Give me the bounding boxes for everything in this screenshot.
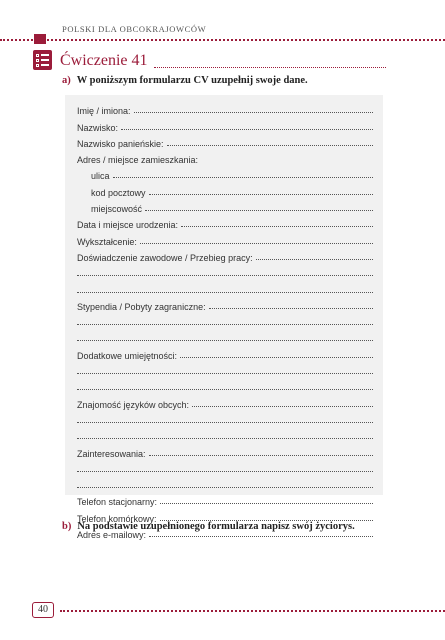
form-field-row [77, 116, 373, 132]
form-field-input-line[interactable] [180, 357, 373, 358]
form-field-label: Stypendia / Pobyty zagraniczne: [77, 301, 206, 312]
form-field-input-line[interactable] [134, 112, 373, 113]
form-field-input-line[interactable] [77, 487, 373, 488]
form-field-label: kod pocztowy [91, 187, 146, 198]
form-field-input-line[interactable] [77, 340, 373, 341]
form-field-label: ulica [91, 171, 110, 182]
form-field-row [77, 279, 373, 295]
form-field-row [77, 133, 373, 149]
form-field-label: Dodatkowe umiejętności: [77, 350, 178, 361]
form-field-row [77, 361, 373, 377]
form-field-row [77, 377, 373, 393]
form-field-label: Imię / imiona: [77, 106, 131, 117]
form-field-input-line[interactable] [77, 275, 373, 276]
form-field-label: Wykształcenie: [77, 236, 137, 247]
form-field-row [77, 426, 373, 442]
form-field-input-line[interactable] [113, 177, 373, 178]
form-field-label: Nazwisko panieńskie: [77, 138, 164, 149]
form-field-row [77, 475, 373, 491]
task-b-letter: b) [62, 521, 72, 532]
form-field-label: miejscowość [91, 204, 143, 215]
form-field-row [77, 198, 373, 214]
form-field-row [77, 312, 373, 328]
form-field-row [77, 393, 373, 409]
task-a [62, 75, 308, 86]
form-field-input-line[interactable] [77, 292, 373, 293]
exercise-title: Ćwiczenie 41 [60, 52, 148, 69]
task-a-letter: a) [62, 75, 71, 86]
task-b-text: Na podstawie uzupełnionego formularza napisz swój życiorys. [77, 521, 355, 532]
form-field-input-line[interactable] [145, 210, 373, 211]
form-field-row [77, 410, 373, 426]
form-field-input-line[interactable] [77, 438, 373, 439]
form-field-row [77, 296, 373, 312]
form-field-input-line[interactable] [149, 455, 373, 456]
form-field-label: Telefon stacjonarny: [77, 497, 158, 508]
checklist-icon [33, 50, 52, 70]
form-field-label: Nazwisko: [77, 122, 119, 133]
form-field-input-line[interactable] [209, 308, 373, 309]
form-field-row [77, 491, 373, 507]
form-field-input-line[interactable] [77, 422, 373, 423]
task-a-text: W poniższym formularzu CV uzupełnij swoje dane. [76, 75, 308, 86]
form-field-input-line[interactable] [121, 129, 373, 130]
form-field-label: Doświadczenie zawodowe / Przebieg pracy: [77, 252, 253, 263]
form-field-row [77, 165, 373, 181]
form-field-input-line[interactable] [181, 226, 373, 227]
header-divider [0, 39, 445, 41]
form-field-label: Adres e-mailowy: [77, 530, 147, 541]
form-field-row [77, 442, 373, 458]
form-field-input-line[interactable] [140, 243, 373, 244]
form-field-row [77, 263, 373, 279]
form-field-label: Data i miejsce urodzenia: [77, 220, 179, 231]
form-field-input-line[interactable] [256, 259, 373, 260]
form-field-row [77, 214, 373, 230]
task-b [62, 521, 355, 532]
exercise-title-divider [154, 67, 386, 68]
form-field-input-line[interactable] [160, 503, 373, 504]
form-field-label: Adres / miejsce zamieszkania: [77, 155, 199, 166]
form-field-input-line[interactable] [77, 373, 373, 374]
form-field-label: Znajomość języków obcych: [77, 399, 190, 410]
form-field-row [77, 149, 373, 165]
form-field-row [77, 100, 373, 116]
form-field-row [77, 230, 373, 246]
form-field-row [77, 181, 373, 197]
form-field-row [77, 247, 373, 263]
header-marker [34, 34, 46, 44]
form-field-row [77, 344, 373, 360]
form-field-label: Zainteresowania: [77, 448, 146, 459]
form-field-input-line[interactable] [192, 406, 373, 407]
form-field-label: Telefon komórkowy: [77, 513, 157, 524]
form-field-input-line[interactable] [149, 536, 373, 537]
form-field-input-line[interactable] [77, 389, 373, 390]
page-number: 40 [32, 602, 54, 618]
form-field-input-line[interactable] [167, 145, 373, 146]
form-field-input-line[interactable] [77, 471, 373, 472]
form-field-row [77, 459, 373, 475]
form-field-input-line[interactable] [77, 324, 373, 325]
form-field-input-line[interactable] [149, 194, 373, 195]
cv-form [77, 100, 373, 540]
running-header: POLSKI DLA OBCOKRAJOWCÓW [62, 24, 207, 34]
form-field-row [77, 328, 373, 344]
footer-divider [60, 610, 445, 612]
